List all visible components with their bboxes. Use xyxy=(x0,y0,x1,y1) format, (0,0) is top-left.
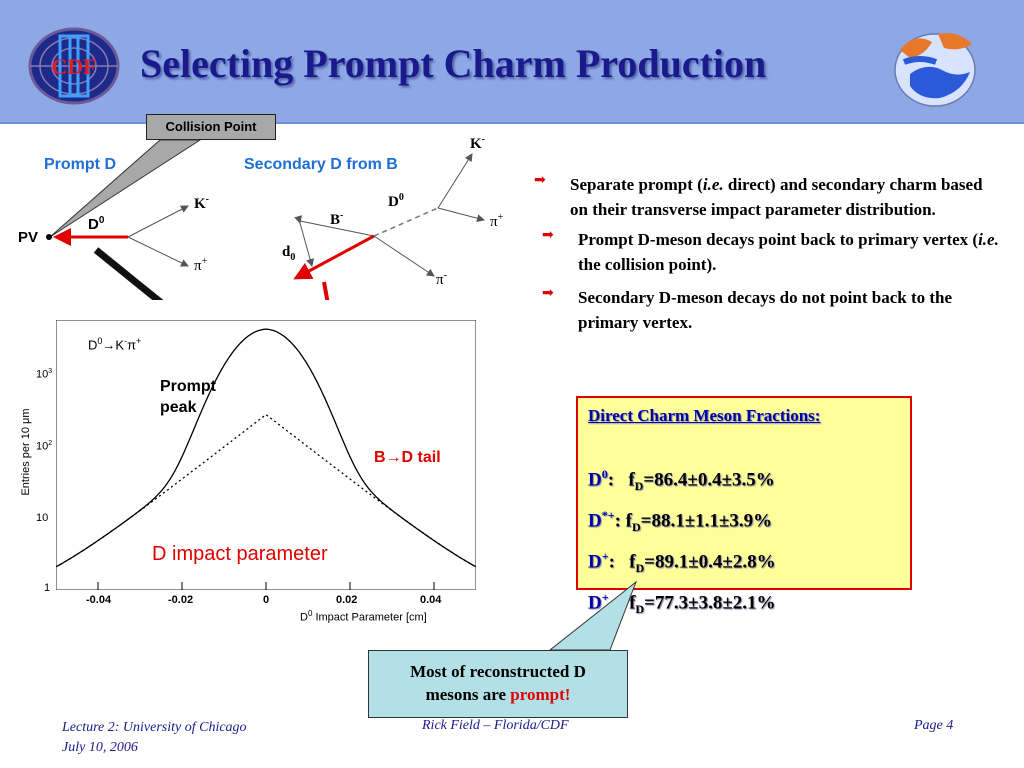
impact-subscript: 0 xyxy=(290,252,296,263)
cdf-logo xyxy=(26,26,122,106)
pi-plus-label xyxy=(194,256,207,275)
bullet-1-post: direct) and secondary charm based on their transverse impact parameter distribution. xyxy=(570,175,983,219)
impact-letter: d xyxy=(282,244,291,260)
pi-plus-superscript: + xyxy=(201,256,208,267)
b-superscript: - xyxy=(340,210,344,221)
xtick-m004: -0.04 xyxy=(86,594,112,606)
xtick-002: 0.02 xyxy=(336,594,358,606)
ytick-1: 1 xyxy=(44,582,51,594)
bullet-2-post: the collision point). xyxy=(578,255,717,274)
callout-prompt-highlight: prompt! xyxy=(510,685,571,704)
impact-d0-label xyxy=(282,244,295,263)
x-axis-label xyxy=(300,609,427,624)
bullet-item-1 xyxy=(534,172,1004,222)
fraction-subscript: D xyxy=(631,520,641,535)
row-separator: : xyxy=(607,469,629,491)
fraction-value: =89.1±0.4±2.8% xyxy=(644,551,776,573)
ytick-10: 10 xyxy=(36,512,49,524)
callout-line2 xyxy=(369,683,627,706)
fraction-value: =77.3±3.8±2.1% xyxy=(644,592,776,614)
fraction-value: =86.4±0.4±3.5% xyxy=(643,469,775,491)
fraction-symbol: f xyxy=(628,469,635,491)
fraction-row xyxy=(588,501,776,542)
collision-point-label: Collision Point xyxy=(146,114,276,140)
pi-secondary-letter: π xyxy=(490,214,498,230)
meson-charge: 0 xyxy=(601,467,608,481)
k-secondary-superscript: - xyxy=(481,134,486,145)
bullet-3-text: Secondary D-meson decays do not point back to the primary vertex. xyxy=(578,288,953,332)
k-minus-label xyxy=(194,194,209,213)
pi-letter: π xyxy=(194,258,202,274)
bullet-1-pre: Separate prompt ( xyxy=(570,175,703,194)
arrow-bullet-icon: ➡ xyxy=(542,285,554,301)
d0-letter: D xyxy=(88,216,99,233)
meson-charge: + xyxy=(601,590,609,605)
secondary-d-label: Secondary D from B xyxy=(244,156,398,173)
florida-logo xyxy=(880,26,990,110)
b-letter: B xyxy=(330,212,341,228)
bullet-item-3 xyxy=(534,285,1004,335)
footer-date: July 10, 2006 xyxy=(62,740,138,755)
xtick-m002: -0.02 xyxy=(168,594,194,606)
b-to-d-tail-label: B→D tail xyxy=(374,449,441,466)
meson-charge: *+ xyxy=(601,508,615,523)
xtick-0: 0 xyxy=(263,594,270,606)
row-separator: : xyxy=(608,551,630,573)
prompt-d-label: Prompt D xyxy=(44,156,116,173)
ytick-100-exp: 2 xyxy=(48,440,53,447)
slide-title: Selecting Prompt Charm Production xyxy=(140,41,767,86)
decay-pi-sup: + xyxy=(136,336,142,346)
meson-symbol: D xyxy=(588,510,602,532)
xlabel-rest: Impact Parameter [cm] xyxy=(312,611,427,624)
meson-symbol: D xyxy=(588,469,602,491)
footer-author: Rick Field – Florida/CDF xyxy=(422,718,569,733)
callout-line2-pre: mesons are xyxy=(425,685,511,704)
pi-plus-secondary-superscript: + xyxy=(497,212,504,223)
xlabel-d: D xyxy=(300,611,308,624)
k-letter: K xyxy=(194,196,206,212)
decay-k-sup: - xyxy=(124,336,128,346)
footer-lecture: Lecture 2: University of Chicago xyxy=(62,720,247,735)
fraction-row xyxy=(588,460,776,501)
bullet-2-pre: Prompt D-meson decays point back to primary vertex ( xyxy=(578,230,979,249)
k-superscript: - xyxy=(205,194,210,205)
d0-secondary-superscript: 0 xyxy=(398,192,404,203)
arrow-bullet-icon: ➡ xyxy=(534,172,546,188)
ytick-100 xyxy=(36,440,52,453)
bullet-list xyxy=(534,172,1004,335)
fraction-value: =88.1±1.1±3.9% xyxy=(640,510,773,532)
prompt-peak-line1: Prompt xyxy=(160,378,216,395)
fraction-subscript: D xyxy=(635,561,645,576)
k-secondary-letter: K xyxy=(470,136,482,152)
ytick-1000-exp: 3 xyxy=(48,368,53,375)
bullet-2-text xyxy=(578,230,999,274)
bullet-1-text xyxy=(570,175,983,219)
cdf-logo-text: CDF xyxy=(51,54,97,79)
callout-line1: Most of reconstructed D xyxy=(410,662,586,681)
row-separator: : xyxy=(614,510,626,532)
b-minus-label xyxy=(330,210,343,229)
pi-minus-superscript: - xyxy=(443,270,447,281)
decay-arrow-k: →K xyxy=(102,337,125,353)
k-minus-secondary-label xyxy=(470,134,485,153)
fraction-subscript: D xyxy=(634,479,644,494)
meson-charge: + xyxy=(601,549,609,564)
d0-superscript: 0 xyxy=(98,215,105,226)
ytick-1000 xyxy=(36,368,52,381)
callout-pointer xyxy=(440,580,640,660)
decay-mode-label xyxy=(88,336,141,352)
pi-minus-letter: π xyxy=(436,272,444,288)
meson-symbol: D xyxy=(588,551,602,573)
arrow-bullet-icon: ➡ xyxy=(542,227,554,243)
prompt-callout xyxy=(368,650,628,718)
d0-secondary-letter: D xyxy=(388,194,399,210)
footer-page: Page 4 xyxy=(914,718,954,733)
fractions-heading: Direct Charm Meson Fractions: xyxy=(588,406,821,425)
fraction-symbol: f xyxy=(629,592,636,614)
xtick-004: 0.04 xyxy=(420,594,442,606)
bullet-1-ital: i.e. xyxy=(702,175,724,194)
meson-symbol: D xyxy=(588,592,602,614)
footer-left xyxy=(62,718,247,758)
fraction-row xyxy=(588,542,776,583)
xlabel-sup: 0 xyxy=(307,609,313,618)
ytick-1000-base: 10 xyxy=(36,368,49,381)
prompt-peak-line2: peak xyxy=(160,399,197,416)
decay-d-sup: 0 xyxy=(97,336,103,346)
pi-plus-secondary-label xyxy=(490,212,503,231)
ytick-100-base: 10 xyxy=(36,440,49,453)
pv-label: PV xyxy=(18,229,39,246)
prompt-peak-label xyxy=(160,376,216,418)
decay-d: D xyxy=(88,337,98,353)
pi-minus-label xyxy=(436,270,447,289)
bullet-item-2 xyxy=(534,227,1004,277)
decay-pi: π xyxy=(127,337,137,353)
d0-label xyxy=(88,215,104,233)
fraction-symbol: f xyxy=(625,510,632,532)
impact-parameter-title: D impact parameter xyxy=(152,543,328,565)
bullet-2-ital: i.e. xyxy=(978,230,999,249)
d0-secondary-label xyxy=(388,192,404,211)
fraction-subscript: D xyxy=(635,602,645,617)
fraction-symbol: f xyxy=(629,551,636,573)
y-axis-label: Entries per 10 μm xyxy=(20,408,32,496)
